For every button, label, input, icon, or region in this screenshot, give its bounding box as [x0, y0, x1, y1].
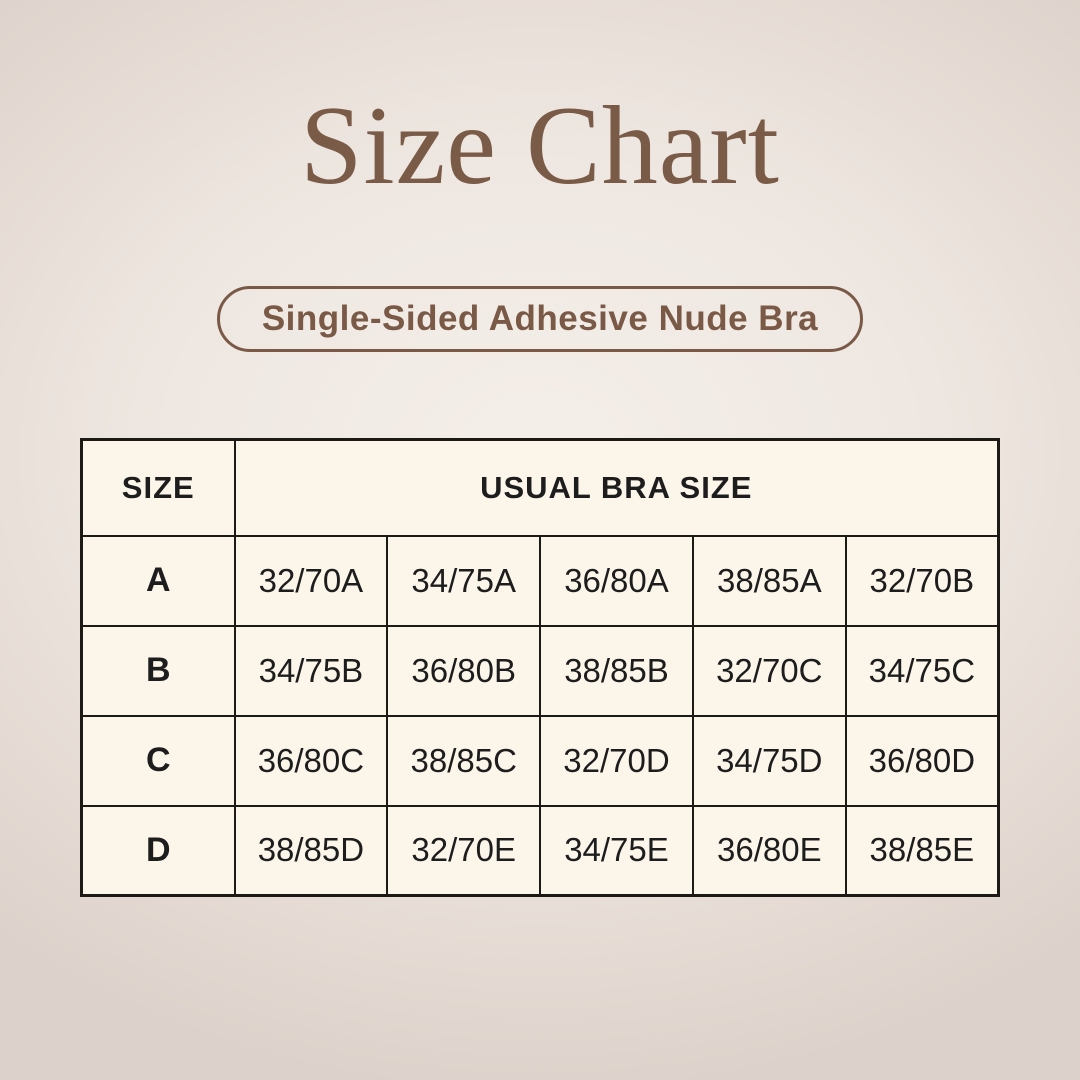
table-header-usual-bra-size: USUAL BRA SIZE — [235, 440, 999, 536]
size-cell: 34/75E — [540, 806, 693, 896]
row-label-b: B — [82, 626, 235, 716]
size-cell: 36/80D — [846, 716, 999, 806]
table-row-a — [82, 536, 999, 626]
product-badge-label: Single-Sided Adhesive Nude Bra — [261, 299, 819, 338]
row-label-a: A — [82, 536, 235, 626]
product-badge — [217, 286, 863, 352]
table-row-d — [82, 806, 999, 896]
table-header-size: SIZE — [82, 440, 235, 536]
size-cell: 34/75C — [846, 626, 999, 716]
size-cell: 32/70D — [540, 716, 693, 806]
row-label-c: C — [82, 716, 235, 806]
size-cell: 34/75B — [235, 626, 388, 716]
table-header-row — [82, 440, 999, 536]
size-cell: 32/70E — [387, 806, 540, 896]
size-cell: 38/85C — [387, 716, 540, 806]
size-cell: 36/80B — [387, 626, 540, 716]
size-cell: 36/80C — [235, 716, 388, 806]
size-cell: 38/85E — [846, 806, 999, 896]
size-cell: 38/85B — [540, 626, 693, 716]
size-cell: 32/70A — [235, 536, 388, 626]
size-cell: 32/70B — [846, 536, 999, 626]
table-header — [82, 440, 999, 536]
size-cell: 34/75D — [693, 716, 846, 806]
size-cell: 38/85D — [235, 806, 388, 896]
page-title: Size Chart — [300, 84, 780, 208]
table-row-b — [82, 626, 999, 716]
table-body — [82, 536, 999, 896]
row-label-d: D — [82, 806, 235, 896]
size-cell: 38/85A — [693, 536, 846, 626]
size-cell: 36/80E — [693, 806, 846, 896]
size-cell: 34/75A — [387, 536, 540, 626]
size-chart-table — [80, 438, 1000, 897]
table-row-c — [82, 716, 999, 806]
size-cell: 36/80A — [540, 536, 693, 626]
size-cell: 32/70C — [693, 626, 846, 716]
